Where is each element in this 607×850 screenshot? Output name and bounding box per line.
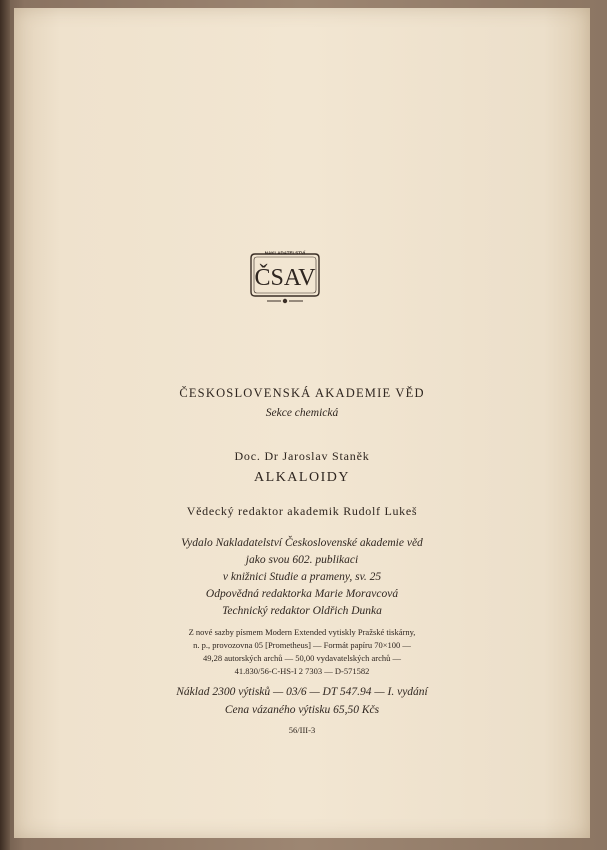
title-page-content — [14, 8, 590, 838]
publisher-line-5: Technický redaktor Oldřich Dunka — [222, 605, 382, 617]
csav-publisher-logo — [245, 248, 325, 306]
publisher-line-4: Odpovědná redaktorka Marie Moravcová — [205, 588, 399, 600]
author-name: Doc. Dr Jaroslav Staněk — [234, 449, 370, 463]
logo-top-text: NAKLADATELSTVÍ — [264, 250, 306, 256]
edition-code: 56/III-3 — [288, 725, 316, 735]
printing-line-1: Z nové sazby písmem Modern Extended vytiskly Pražské tiskárny, — [188, 627, 416, 637]
publisher-line-2: jako svou 602. publikaci — [245, 554, 359, 566]
publisher-line-3: v knižnici Studie a prameny, sv. 25 — [222, 571, 382, 583]
printing-line-4: 41.830/56-C-HS-I 2 7303 — D-571582 — [234, 666, 370, 676]
academy-name: ČESKOSLOVENSKÁ AKADEMIE VĚD — [179, 386, 425, 400]
book-spine-edge — [0, 0, 10, 850]
edition-run: Náklad 2300 výtisků — 03/6 — DT 547.94 — I. vydání — [176, 686, 428, 698]
scientific-editor: Vědecký redaktor akademik Rudolf Lukeš — [186, 504, 418, 518]
section-name: Sekce chemická — [265, 407, 339, 419]
logo-main-text: ČSAV — [254, 265, 316, 291]
book-title: ALKALOIDY — [254, 470, 350, 485]
edition-price: Cena vázaného výtisku 65,50 Kčs — [224, 704, 380, 716]
printing-line-3: 49,28 autorských archů — 50,00 vydavatelských archů — — [202, 653, 402, 663]
publisher-line-1: Vydalo Nakladatelství Československé akademie věd — [181, 537, 423, 549]
printing-line-2: n. p., provozovna 05 [Prometheus] — Formát papíru 70×100 — — [193, 640, 411, 650]
